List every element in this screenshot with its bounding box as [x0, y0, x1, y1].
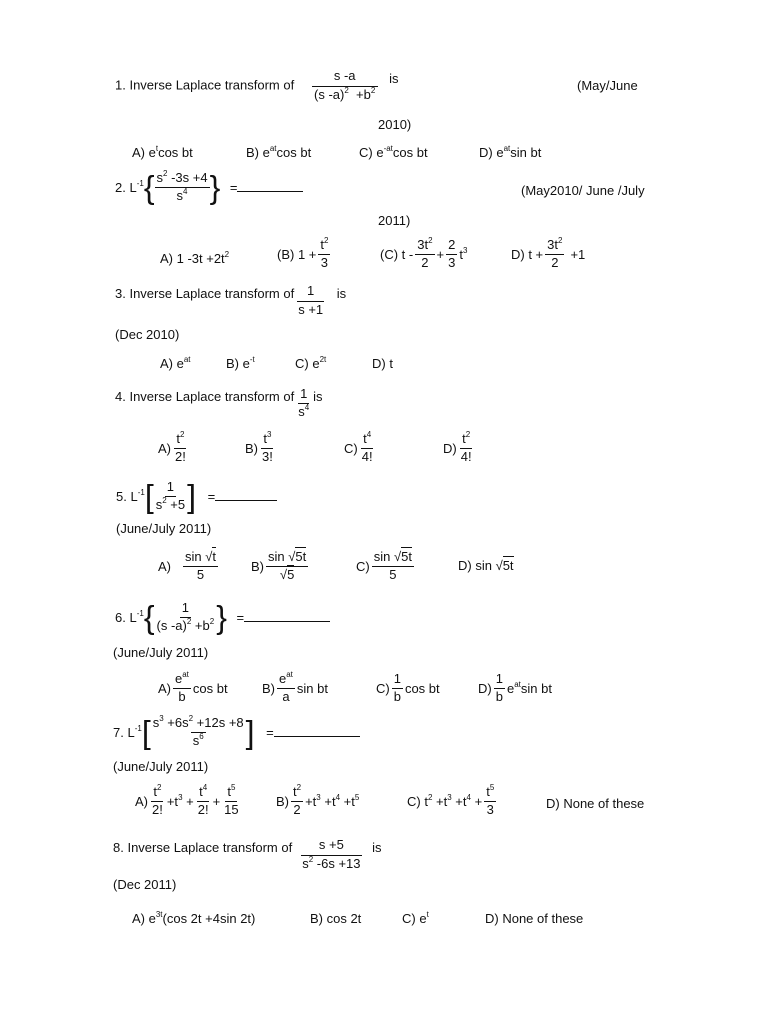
q4-option-c[interactable]: C) $\frac{t^4}{4!}$: [344, 430, 373, 464]
q7-option-b[interactable]: B) $\frac{t^2}{2}$ $+t^3 +t^4 +t^5$: [276, 783, 360, 817]
q5-left-bracket: [: [144, 478, 154, 515]
q6-prefix: 6. $L^{-1}$: [115, 608, 144, 625]
q3-option-b[interactable]: B) $e^{-t}$: [226, 355, 255, 371]
q7-equals: =: [266, 725, 360, 740]
q1-option-c[interactable]: C) $e^{-at}\cos$ bt: [359, 144, 428, 160]
q1-fraction: [312, 69, 378, 103]
q8-is: is: [372, 840, 382, 856]
q8-stem: [113, 838, 382, 872]
q2-option-c[interactable]: (C) t - $\frac{3t^2}{2}$ + $\frac{2}{3}$ $t^3$: [380, 236, 468, 270]
q2-equals: =: [230, 180, 304, 195]
q1-options: [132, 144, 542, 160]
q2-option-a[interactable]: A) 1 $-3t +2t^2$: [160, 250, 230, 266]
q7-option-d[interactable]: D) None of these: [546, 796, 645, 811]
q2-option-b[interactable]: (B) 1 + $\frac{t^2}{3}$: [277, 236, 329, 270]
q6-option-d[interactable]: D) $\frac{1}{b}$ $e^{at}\sin$ bt: [478, 671, 552, 704]
q3-fraction: $\frac{1}{s +1}$: [298, 283, 324, 317]
q4-stem: [115, 387, 323, 420]
q4-option-a[interactable]: A) $\frac{t^2}{2!}$: [158, 430, 186, 464]
q6-right-brace: }: [216, 599, 227, 636]
q6-option-c[interactable]: C) $\frac{1}{b}$ cos bt: [376, 671, 440, 704]
q2-left-brace: {: [143, 169, 155, 206]
q5-option-c[interactable]: C) $\frac{\sin √5t}{5}$: [356, 549, 412, 582]
q2-stem: [115, 171, 303, 204]
q1-option-a[interactable]: A) $e^t\cos$ bt: [132, 144, 193, 160]
q6-left-brace: {: [143, 599, 155, 636]
q5-answer-blank[interactable]: [215, 500, 277, 501]
q4-options: [158, 430, 472, 465]
q7-exam-tag: (June/July 2011): [113, 759, 209, 774]
q6-options: [158, 670, 552, 705]
q1-stem: [115, 69, 399, 103]
q7-fraction: $\frac{s^3 +6s^2 +12s +8}{s^6}$: [152, 714, 244, 748]
q1-denominator: (s $-a)^2 +b^2$: [314, 85, 376, 102]
q1-exam-tag-year: 2010): [378, 117, 412, 132]
q4-is: is: [313, 388, 323, 404]
q8-prefix: 8. Inverse Laplace transform of: [113, 840, 293, 856]
q2-answer-blank[interactable]: [237, 191, 303, 192]
q5-option-d[interactable]: D) sin √5t: [458, 558, 514, 573]
q3-exam-tag: (Dec 2010): [115, 327, 180, 342]
q4-prefix: 4. Inverse Laplace transform of: [115, 388, 295, 404]
q2-option-d[interactable]: D) t + $\frac{3t^2}{2}$ +1: [511, 236, 586, 270]
q6-answer-blank[interactable]: [244, 621, 330, 622]
q1-numerator: s -a: [312, 69, 378, 87]
q5-equals: =: [208, 489, 278, 504]
q7-stem: [113, 716, 360, 749]
q7-right-bracket: ]: [245, 714, 255, 751]
q8-option-a[interactable]: A) $e^{3t}(\cos$ 2t +4sin 2t): [132, 910, 256, 926]
q3-option-c[interactable]: C) $e^{2t}$: [295, 355, 327, 371]
q4-option-b[interactable]: B) $\frac{t^3}{3!}$: [245, 430, 273, 464]
q8-fraction: $\frac{s +5}{s^2 -6s +13}$: [302, 837, 361, 871]
q1-is: is: [389, 71, 399, 87]
q2-fraction: $\frac{s^2 -3s +4}{s^4}$: [156, 169, 208, 203]
q2-exam-tag-year: 2011): [378, 213, 411, 228]
q7-option-c[interactable]: C) $t^2 +t^3 +t^4$ + $\frac{t^5}{3}$: [407, 783, 495, 817]
q1-prefix: 1. Inverse Laplace transform of: [115, 77, 295, 93]
q7-left-bracket: [: [141, 714, 151, 751]
q3-options: [160, 355, 393, 371]
q3-stem: [115, 284, 346, 318]
q4-option-d[interactable]: D) $\frac{t^2}{4!}$: [443, 430, 472, 464]
q6-option-a[interactable]: A) $\frac{e^{at}}{b}$ cos bt: [158, 670, 228, 704]
q2-right-brace: }: [209, 169, 221, 206]
q1-option-b[interactable]: B) $e^{at}\cos$ bt: [246, 144, 312, 160]
q1-option-d[interactable]: D) $e^{at}\sin$ bt: [479, 144, 542, 160]
q7-prefix: 7. $L^{-1}$: [113, 723, 142, 740]
q8-option-b[interactable]: B) cos 2t: [310, 911, 362, 926]
q8-exam-tag: (Dec 2011): [113, 877, 177, 892]
q5-option-b[interactable]: B) $\frac{\sin √5t}{√5}$: [251, 549, 307, 582]
q7-options: [135, 783, 645, 818]
q5-exam-tag: (June/July 2011): [116, 521, 212, 536]
q8-options: [132, 910, 584, 926]
q7-answer-blank[interactable]: [274, 736, 360, 737]
q6-fraction: $\frac{1}{(s -a)^2 +b^2}$: [156, 600, 215, 633]
q5-fraction: $\frac{1}{s^2 +5}$: [155, 479, 186, 512]
q2-exam-tag: (May2010/ June /July: [521, 183, 645, 198]
q7-option-a[interactable]: A) $\frac{t^2}{2!}$ $+t^3$ + $\frac{t^4}{2!}$ + $\frac{t^5}{15}$: [135, 783, 239, 817]
q2-prefix: 2. $L^{-1}$: [115, 178, 144, 195]
q8-option-d[interactable]: D) None of these: [485, 911, 584, 926]
q4-fraction: $\frac{1}{s^4}$: [298, 386, 310, 419]
q5-options: [158, 549, 514, 583]
q1-exam-tag: (May/June: [577, 78, 638, 93]
q5-right-bracket: ]: [187, 478, 196, 515]
q6-exam-tag: (June/July 2011): [113, 645, 209, 660]
q6-equals: =: [237, 610, 331, 625]
q3-is: is: [336, 286, 347, 302]
q3-option-d[interactable]: D) t: [372, 356, 393, 371]
q6-stem: [115, 601, 330, 634]
q5-prefix: 5. $L^{-1}$: [116, 487, 145, 504]
q5-option-a[interactable]: A) $\frac{\sin √t}{5}$: [158, 549, 216, 582]
q5-stem: [116, 480, 277, 513]
q3-prefix: 3. Inverse Laplace transform of: [115, 286, 295, 302]
q6-option-b[interactable]: B) $\frac{e^{at}}{a}$ sin bt: [262, 670, 328, 704]
q3-option-a[interactable]: A) $e^{at}$: [160, 355, 191, 371]
q8-option-c[interactable]: C) $e^t$: [402, 910, 429, 926]
